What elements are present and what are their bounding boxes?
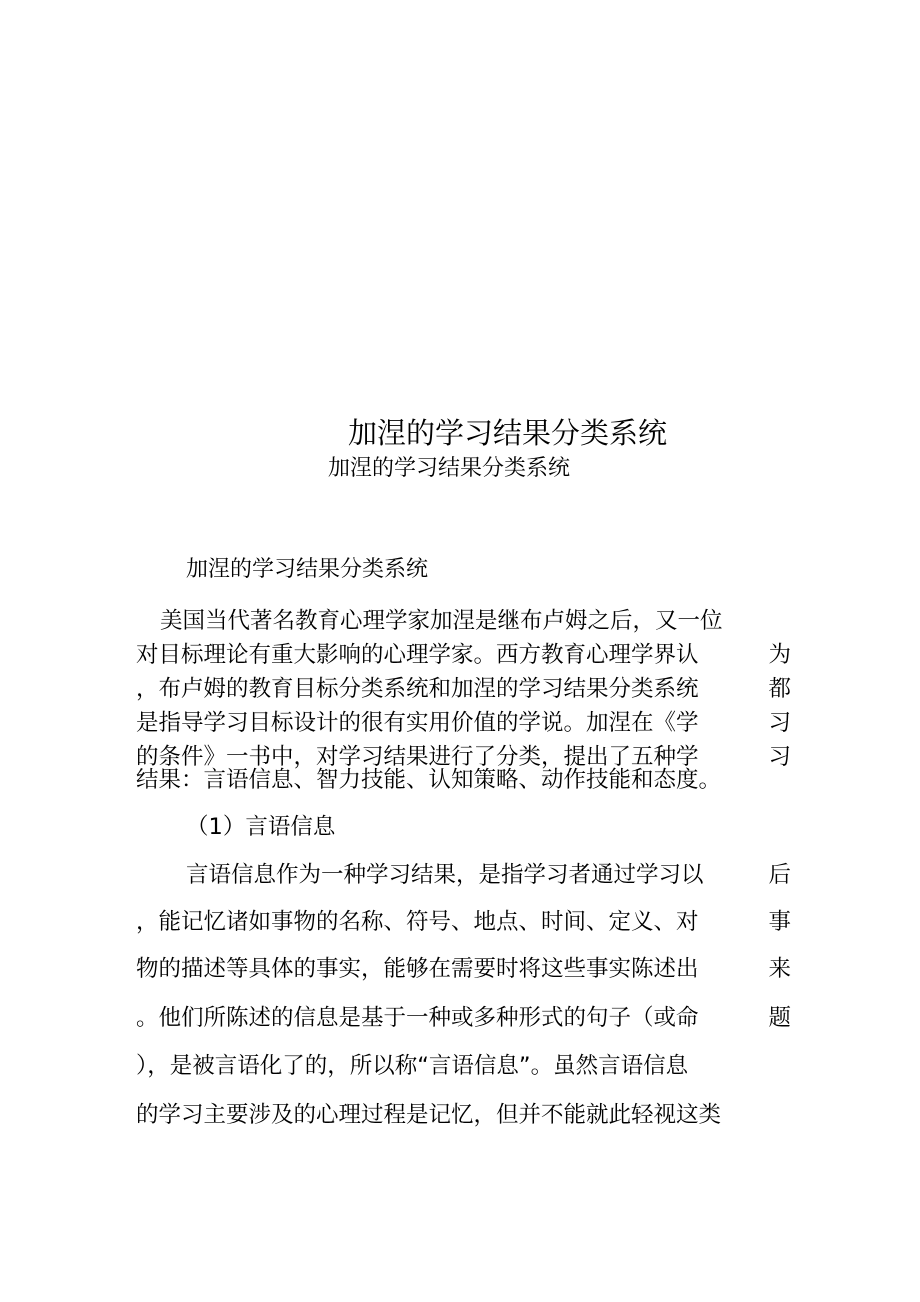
line-edge-char: 来 [768, 956, 791, 982]
line-text: 的条件》一书中，对学习结果进行了分类，提出了五种学 [136, 744, 699, 770]
paragraph-2-line [186, 853, 791, 897]
document-subtitle: 加涅的学习结果分类系统 [328, 456, 571, 481]
line-text: ），是被言语化了的，所以称“言语信息”。虽然言语信息 [136, 1053, 689, 1079]
line-text: 对目标理论有重大影响的心理学家。西方教育心理学界认 [136, 642, 699, 668]
line-edge-char: 都 [768, 676, 791, 702]
line-text: 。他们所陈述的信息是基于一种或多种形式的句子（或命 [136, 1005, 699, 1031]
subsection-heading: （1）言语信息 [186, 814, 336, 840]
section-heading: 加涅的学习结果分类系统 [186, 557, 429, 582]
paragraph-1-line [136, 763, 791, 797]
paragraph-1-line [136, 706, 791, 740]
line-text: 是指导学习目标设计的很有实用价值的学说。加涅在《学 [136, 710, 699, 736]
paragraph-1-line [136, 672, 791, 706]
line-edge-char: 习 [768, 710, 791, 736]
line-text: 的学习主要涉及的心理过程是记忆，但并不能就此轻视这类 [136, 1102, 722, 1128]
line-text: 美国当代著名教育心理学家加涅是继布卢姆之后，又一位 [160, 608, 723, 634]
line-edge-char: 题 [768, 1005, 791, 1031]
line-edge-char: 习 [768, 744, 791, 770]
paragraph-2-line [136, 900, 791, 944]
document-title: 加涅的学习结果分类系统 [348, 416, 668, 450]
line-edge-char: 事 [768, 909, 791, 935]
line-edge-char: 为 [768, 642, 791, 668]
line-text: 结果：言语信息、智力技能、认知策略、动作技能和态度。 [136, 767, 722, 793]
line-text: 物的描述等具体的事实，能够在需要时将这些事实陈述出 [136, 956, 699, 982]
line-edge-char: 后 [768, 862, 791, 888]
paragraph-1-line [136, 638, 791, 672]
line-text: ，布卢姆的教育目标分类系统和加涅的学习结果分类系统 [136, 676, 699, 702]
line-text: 言语信息作为一种学习结果，是指学习者通过学习以 [186, 862, 704, 888]
paragraph-2-line [136, 1044, 791, 1088]
paragraph-2-line [136, 996, 791, 1040]
paragraph-1-line [160, 604, 791, 638]
paragraph-2-line [136, 1093, 791, 1137]
line-text: ，能记忆诸如事物的名称、符号、地点、时间、定义、对 [136, 909, 699, 935]
paragraph-2-line [136, 947, 791, 991]
